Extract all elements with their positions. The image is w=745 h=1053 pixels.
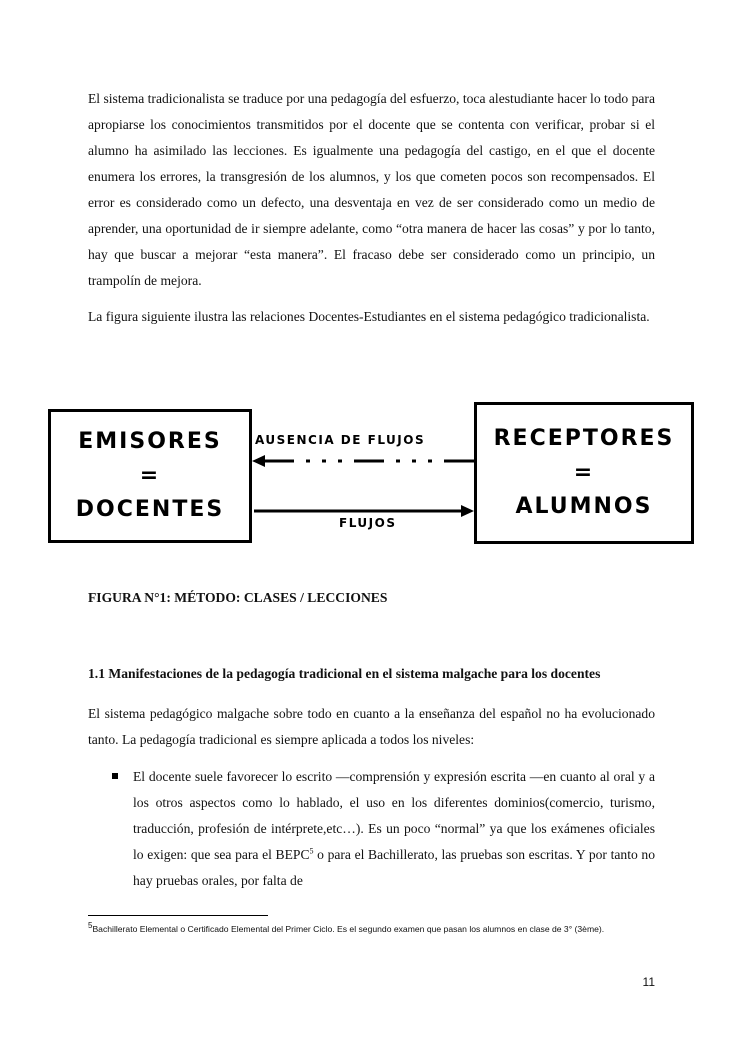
figure-caption: FIGURA N°1: MÉTODO: CLASES / LECCIONES	[88, 590, 388, 605]
receptores-equals: =	[573, 460, 595, 485]
footnote-reference[interactable]: 5	[309, 846, 314, 856]
footnote	[88, 922, 655, 936]
alumnos-label: ALUMNOS	[515, 494, 653, 519]
bullet-text: El docente suele favorecer lo escrito —comprensión y expresión escrita —en cuanto al oral y a los otros aspectos como lo hablado, el uso en los diferentes dominios(comercio, turismo, traducción, profesión de intérprete,etc…). Es un poco “normal” ya que los exámenes oficiales lo exigen: que sea para el BEPC$^5$ o para el Bachillerato, las pruebas son escritas. Y por tanto no hay pruebas orales, por falta de	[133, 769, 655, 888]
page-number: 11	[642, 975, 655, 989]
paragraph-intro: El sistema tradicionalista se traduce por una pedagogía del esfuerzo, toca alestudiante hacer lo todo para apropiarse los conocimientos transmitidos por el docente que se contenta con verificar, probar si el alumno ha asimilado las lecciones. Es igualmente una pedagogía del castigo, en el que el docente enumera los errores, la transgresión de los alumnos, y los que cometen pocos son recompensados. El error es considerado como un defecto, una desventaja en vez de ser considerado como un medio de aprender, una oportunidad de ir siempre adelante, como “otra manera de hacer las cosas” y por lo tanto, hay que buscar a mejorar “esta manera”. El fracaso debe ser considerado como un principio, un trampolín de mejora.	[88, 91, 655, 288]
square-bullet-icon	[112, 773, 118, 779]
flujos-label: FLUJOS	[339, 516, 397, 530]
bullet-item	[112, 764, 655, 894]
absence-flow-arrow	[252, 455, 474, 467]
docentes-label: DOCENTES	[75, 497, 225, 522]
emisores-label: EMISORES	[78, 429, 222, 454]
receptores-label: RECEPTORES	[493, 426, 675, 451]
paragraph-figure-intro: La figura siguiente ilustra las relaciones Docentes-Estudiantes en el sistema pedagógico tradicionalista.	[88, 309, 650, 324]
footnote-text: Bachillerato Elemental o Certificado Elemental del Primer Ciclo. Es el segundo examen que pasan los alumnos en clase de 3° (3ème).	[92, 924, 605, 934]
paragraph-malgache: El sistema pedagógico malgache sobre todo en cuanto a la enseñanza del español no ha evolucionado tanto. La pedagogía tradicional es siempre aplicada a todos los niveles:	[88, 706, 655, 747]
section-heading: 1.1 Manifestaciones de la pedagogía tradicional en el sistema malgache para los docentes	[88, 666, 601, 681]
flow-arrow	[254, 505, 474, 517]
ausencia-de-flujos-label: AUSENCIA DE FLUJOS	[255, 433, 426, 447]
footnote-divider	[88, 915, 268, 916]
emisores-equals: =	[139, 463, 161, 488]
footnote-marker: 5	[88, 921, 93, 931]
